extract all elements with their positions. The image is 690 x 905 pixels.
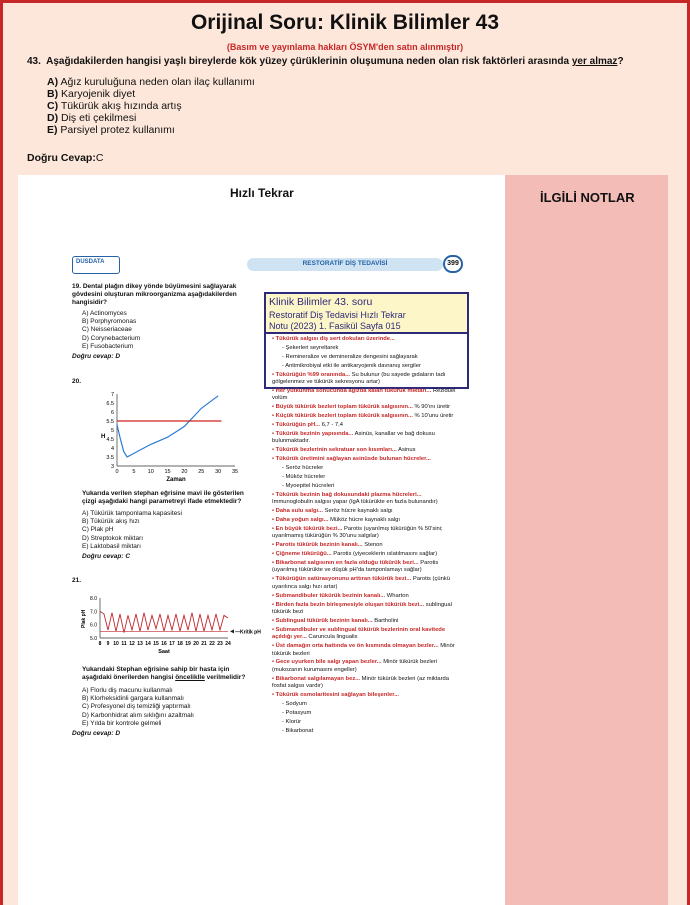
note-item [272,659,457,674]
book-q21-options: A) Florlu diş macunu kullanmalı B) Klorheksidinli gargara kullanmalı C) Profesyonel diş temizliği yaptırmalı D) Karbonhidrat alım sıklığını azaltmalı E) Yılda bir kontrole gelmeli [82,687,194,727]
note-value: Wharton [385,592,409,599]
note-key: • Bikarbonat salgılamayan bez... [272,675,361,682]
note-key: • Birden fazla bezin birleşmesiyle oluşan tükürük bezi... [272,601,425,608]
x-tick-label: 12 [129,641,135,647]
source-note-line2: Restoratif Diş Tedavisi Hızlı Tekrar [269,310,406,320]
note-item [272,413,457,420]
note-item [272,388,457,403]
x-tick-label: 25 [198,469,205,475]
book-q19-answer: Doğru cevap: D [72,353,121,360]
x-tick-label: 13 [137,641,143,647]
note-value: Stenon [362,542,383,549]
note-item [272,517,457,524]
note-key: • Büyük tükürük bezleri toplam tükürük salgısının... [272,404,413,411]
book-q19-options: A) Actinomyces B) Porphyromonas C) Neisseriaceae D) Corynebacterium E) Fusobacterium [82,310,141,350]
quick-review-heading: Hızlı Tekrar [230,186,294,200]
copyright-note: (Basım ve yayınlama hakları ÖSYM'den satın alınmıştır) [226,42,464,52]
note-item [272,593,457,600]
x-tick-label: 8 [98,641,102,647]
x-tick-label: 16 [161,641,167,647]
note-key: • Parotis tükürük bezinin kanalı... [272,542,363,549]
x-tick-label: 24 [225,641,231,647]
original-question-panel [3,3,687,175]
note-item [272,627,457,642]
related-notes-panel [505,175,668,905]
x-tick-label: 19 [185,641,191,647]
note-item: - Klorür [282,718,302,725]
note-item [272,576,457,591]
y-tick-label: 5 [110,428,114,434]
note-item [272,336,457,343]
x-axis-label: Saat [158,649,170,655]
y-tick-label: 7 [110,392,114,398]
book-q20-answer: Doğru cevap: C [82,553,131,560]
note-item [272,447,457,454]
series-line-1 [117,396,218,457]
y-tick-label: 7.0 [90,609,97,616]
y-tick-label: 6.5 [106,401,114,407]
x-tick-label: 5 [132,469,136,475]
note-key: • Her yutkunma sonucunda ağızda kalan tükürük miktarı... [272,387,432,394]
y-tick-label: 3 [110,464,114,470]
y-axis-label: Plak pH [81,609,87,628]
x-tick-label: 17 [169,641,175,647]
note-value: Minör tükürük bezleri [272,643,455,657]
note-item: - Myoepitel hücreleri [282,482,335,489]
question-text [27,56,677,67]
note-item [272,431,457,446]
x-tick-label: 14 [145,641,151,647]
note-key: • Tükürük bezlerinin sekratuar son kısımları... [272,447,397,454]
note-value: Parotis (yiyeceklerin ıslatılmasını sağlar) [331,551,438,558]
x-tick-label: 0 [115,469,119,475]
y-tick-label: 6.0 [90,622,97,629]
source-note-line1: Klinik Bilimler 43. soru [269,296,373,308]
note-key: • Tükürük bezinin bağ dokusundaki plazma hücreleri... [272,491,422,498]
note-item [272,372,457,387]
note-item: - Seröz hücreler [282,465,324,472]
note-key: • Üst damağın orta hattında ve ön kısmında olmayan bezler... [272,643,439,650]
x-tick-label: 35 [231,469,239,475]
note-value: Immunoglobulin salgısı yapar (IgA tükürükte en fazla bulunandır) [272,499,438,506]
related-notes-heading: İLGİLİ NOTLAR [540,190,635,205]
x-axis-label: Zaman [166,477,186,483]
book-question-21-number: 21. [72,577,82,584]
note-value: Parotis (uyarılmış tükürüğün % 50'sini; uyarılmamış tükürüğün % 30'unu salgılar) [272,525,443,540]
note-item [272,456,457,463]
y-tick-label: 3.5 [106,455,114,461]
note-value: Asinüs, kanallar ve bağ dokusu bulunmaktadır. [272,430,435,445]
note-value: 6,7 - 7,4 [320,422,343,429]
y-tick-label: 8.0 [90,596,97,602]
note-item: - Müköz hücreler [282,474,326,480]
note-key: • Tükürük salgısı diş sert dokuları üzerinde... [272,336,395,342]
page-number: 399 [443,255,463,273]
note-item: - Sodyum [282,700,307,707]
y-tick-label: 4 [110,446,114,452]
question-stem: Aşağıdakilerden hangisi yaşlı bireylerde kök yüzey çürüklerinin oluşumuna neden olan risk faktörleri arasında [46,56,572,67]
book-q20-options: A) Tükürük tamponlama kapasitesi B) Tükürük akış hızı C) Plak pH D) Streptokok miktarı E) Laktobasil miktarı [82,510,182,550]
note-item: - Potasyum [282,709,312,716]
note-key: • Tükürük osmolaritesini sağlayan bileşenler... [272,692,400,699]
publisher-logo-text: DUSDATA [76,259,105,265]
x-tick-label: 22 [209,641,215,647]
question-number: 43. [27,56,41,67]
note-item: - Şekerleri seyreltarek [282,344,339,351]
note-key: • Tükürüğün pH... [272,422,321,429]
note-value: Minör tükürük bezleri (mukozanın kurumasını engeller) [272,659,438,673]
critical-ph-label: —Kritik pH [235,629,261,636]
book-question-21: Yukarıdaki Stephan eğrisine sahip bir hasta için aşağıdaki önerilerden hangisi önceliklle verilmelidir? [82,666,246,682]
series-line-1 [100,611,228,632]
book-question-20-number: 20. [72,378,82,385]
x-tick-label: 15 [153,641,159,647]
note-value: Seröz hücre kaynaklı salgı [323,508,393,515]
note-item [272,602,457,617]
options-list [47,76,255,136]
note-key: • En büyük tükürük bezi... [272,525,343,532]
y-tick-label: 6 [110,410,114,416]
note-key: • Bikarbonat salgısının en fazla olduğu tükürük bezi... [272,560,419,567]
note-item [272,508,457,515]
option-b: B) Karyojenik diyet [47,88,136,100]
note-item [272,692,457,699]
note-key: • Tükürük üretimini sağlayan asinüsde bulunan hücreler... [272,456,431,463]
question-negation: yer almaz [571,56,618,67]
x-tick-label: 9 [106,641,110,647]
note-key: • Tükürüğün %99 oranında... [272,371,351,378]
note-value: Bartholini [372,617,399,624]
note-item [272,526,457,541]
stephan-chart-h [95,388,245,483]
note-key: • Daha yoğun salgı... [272,517,329,524]
note-item [272,404,457,411]
book-q21-answer: Doğru cevap: D [72,730,121,737]
x-tick-label: 23 [217,641,223,647]
notes-column [272,336,457,737]
note-value: % 90'ını üretir [412,404,451,411]
note-key: • Tükürük bezinin yapısında... [272,430,354,437]
option-c: C) Tükürük akış hızında artış [47,100,182,112]
note-item: - Antimikrobiyal etki ile antikaryojenik davranış sergiler [282,362,421,369]
note-item [272,560,457,575]
question-mark: ? [617,56,624,67]
book-question-20: Yukarıda verilen stephan eğrisine mavi ile gösterilen çizgi aşağıdaki hangi parametreyi ifade etmektedir? [82,490,244,506]
note-value: Su bulunur (bu sayede gıdaların tadı gölgelenmez ve tükürük sekresyonu artar) [272,371,446,386]
arrow-icon [230,629,234,633]
note-value: sublingual tükürük bezi [272,601,452,615]
y-axis-label: H [101,434,106,440]
x-tick-label: 10 [113,641,119,647]
note-item [272,676,457,691]
option-a: A) Ağız kuruluğuna neden olan ilaç kullanımı [47,76,255,88]
note-key: • Submandibuler tükürük bezinin kanalı... [272,592,386,599]
note-value: Müköz hücre kaynaklı salgı [328,517,400,524]
source-note-line3: Notu (2023) 1. Fasikül Sayfa 015 [269,321,401,331]
note-item [272,492,457,507]
book-question-19: 19. Dental plağın dikey yönde büyümesini sağlayarak gövdesini oluşturan mikroorganizma aşağıdakilerden hangisidir? [72,283,237,307]
x-tick-label: 15 [164,469,171,475]
note-key: • Gece uyurken bile salgı yapan bezler... [272,659,382,666]
x-tick-label: 20 [193,641,199,647]
note-key: • Daha sulu salgı... [272,508,323,515]
note-value: Caruncula lingualis [306,634,358,641]
note-item: - Bikarbonat [282,727,314,734]
note-key: • Sublingual tükürük bezinin kanalı... [272,617,373,624]
correct-answer: Doğru Cevap:C [27,152,104,164]
note-value: Rezidüel volüm [272,387,456,402]
x-tick-label: 11 [121,641,127,647]
stephan-chart-ph [78,592,263,660]
note-item [272,643,457,658]
note-value: % 10'unu üretir [412,413,454,420]
y-tick-label: 5.5 [106,419,114,425]
page-title: Orijinal Soru: Klinik Bilimler 43 [190,11,500,34]
note-value: Minör tükürük bezleri (az miktarda fosfat salgısı vardır) [272,675,449,690]
note-key: • Küçük tükürük bezleri toplam tükürük salgısının... [272,413,413,420]
option-e: E) Parsiyel protez kullanımı [47,124,175,136]
right-margin [668,175,687,905]
y-tick-label: 5.0 [90,636,97,642]
note-key: • Çiğneme tükürüğü... [272,551,332,558]
note-key: • Tükürüğün satürasyonunu arttıran tükürük bezi... [272,576,412,583]
source-note-box [264,292,469,334]
left-margin [3,175,18,905]
note-key: • Submandibuler ve sublingual tükürük bezlerinin oral kavitede açıldığı yer... [272,626,446,641]
note-item: - Remineralize ve demineralize dengesini sağlayarak [282,353,418,360]
note-item [272,542,457,549]
x-tick-label: 30 [215,469,222,475]
x-tick-label: 20 [181,469,188,475]
note-item [272,551,457,558]
x-tick-label: 10 [147,469,154,475]
note-value: Asinus [396,447,416,454]
x-tick-label: 21 [201,641,207,647]
note-item [272,422,457,429]
note-value: Parotis (çünkü uyarılınca salgı hızı artar) [272,576,450,590]
y-tick-label: 4.5 [106,437,114,443]
x-tick-label: 18 [177,641,183,647]
option-d: D) Diş eti çekilmesi [47,112,137,124]
note-value: Parotis (uyarılmış tükürükte ve düşük pH'da tamponlamayı sağlar) [272,560,439,574]
chapter-title: RESTORATİF DİŞ TEDAVİSİ [302,260,388,267]
note-item [272,618,457,625]
